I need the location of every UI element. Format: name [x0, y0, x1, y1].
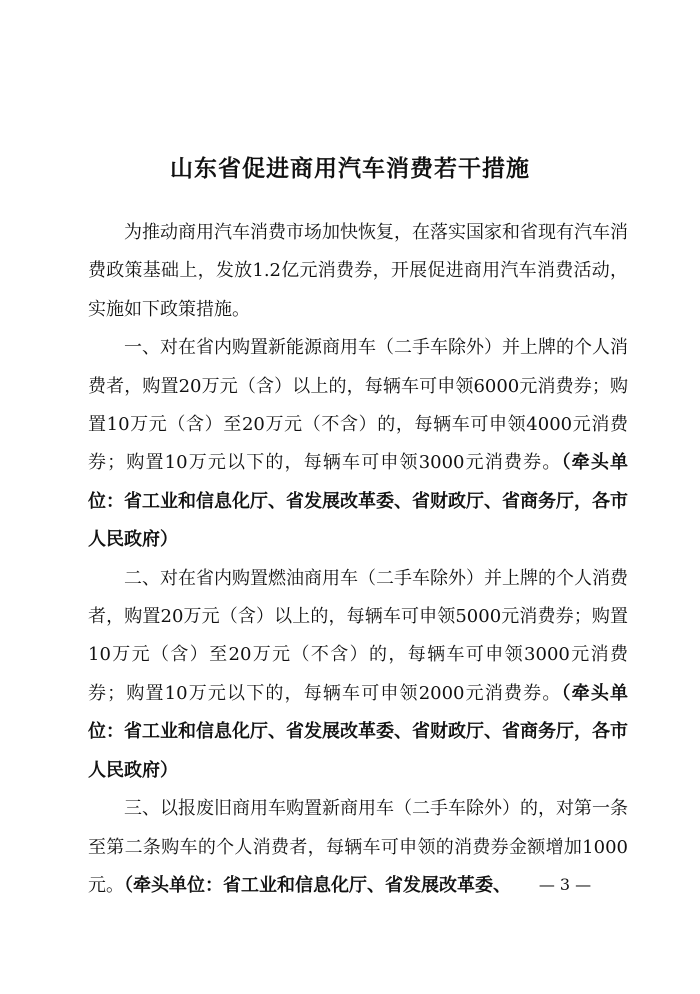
paragraph-intro [88, 214, 628, 329]
paragraph-text: 为推动商用汽车消费市场加快恢复，在落实国家和省现有汽车消费政策基础上，发放1.2亿元消费券，开展促进商用汽车消费活动，实施如下政策措施。 [88, 222, 628, 320]
document-title: 山东省促进商用汽车消费若干措施 [170, 155, 530, 183]
paragraph-lead: （牵头单位：省工业和信息化厅、省发展改革委、 [124, 874, 511, 896]
paragraph-measure-2 [88, 560, 628, 790]
paragraph-lead: （牵头单位：省工业和信息化厅、省发展改革委、省财政厅、省商务厅，各市人民政府） [88, 682, 628, 781]
paragraph-measure-1 [88, 329, 628, 559]
document-body [88, 214, 628, 905]
paragraph-text: 二、对在省内购置燃油商用车（二手车除外）并上牌的个人消费者，购置20万元（含）以上的，每辆车可申领5000元消费券；购置10万元（含）至20万元（不含）的，每辆车可申领3000元消费券；购置10万元以下的，每辆车可申领2000元消费券。 [88, 567, 628, 704]
page-number: — 3 — [538, 875, 592, 894]
paragraph-text: 一、对在省内购置新能源商用车（二手车除外）并上牌的个人消费者，购置20万元（含）以上的，每辆车可申领6000元消费券；购置10万元（含）至20万元（不含）的，每辆车可申领4000元消费券；购置10万元以下的，每辆车可申领3000元消费券。 [88, 337, 628, 474]
paragraph-text: 三、以报废旧商用车购置新商用车（二手车除外）的，对第一条至第二条购车的个人消费者，每辆车可申领的消费券金额增加1000元。 [88, 798, 628, 896]
paragraph-lead: （牵头单位：省工业和信息化厅、省发展改革委、省财政厅、省商务厅，各市人民政府） [88, 452, 628, 551]
